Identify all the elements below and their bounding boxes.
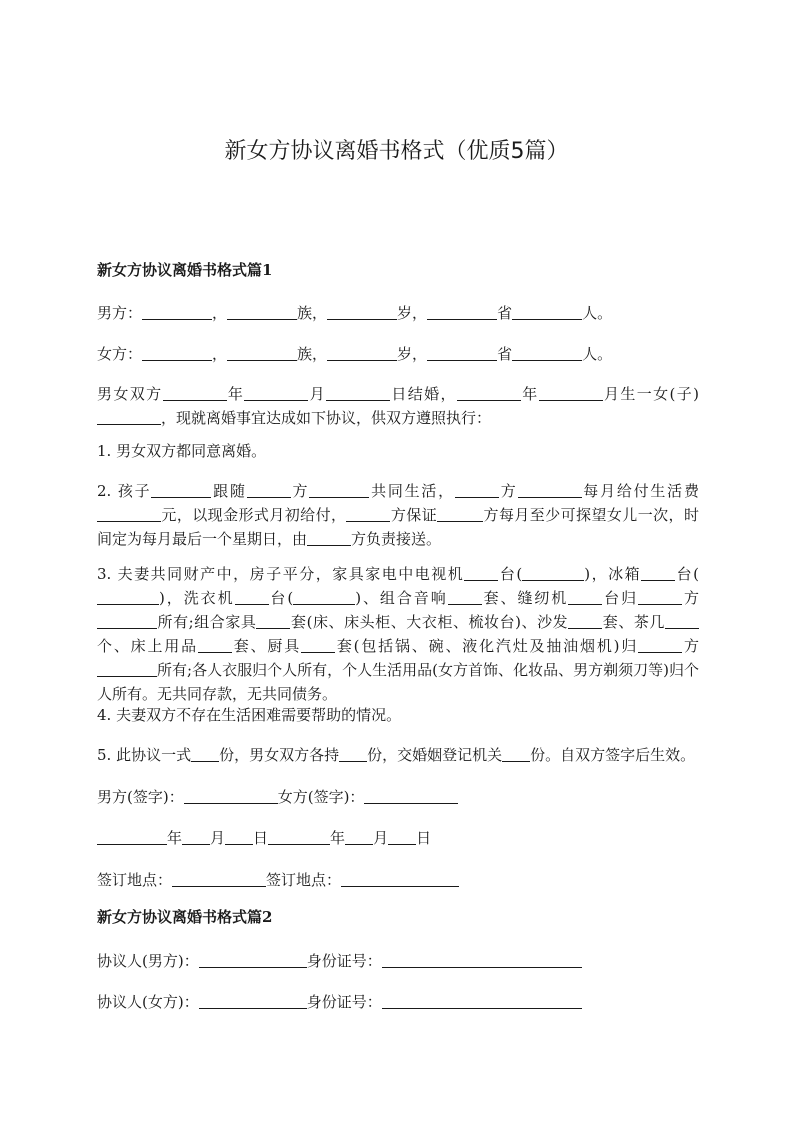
blank [382, 952, 582, 968]
blank [293, 589, 355, 605]
text: 岁， [397, 304, 428, 322]
blank [163, 385, 227, 401]
item-4: 4. 夫妻双方不存在生活困难需要帮助的情况。 [97, 706, 402, 724]
blank [227, 345, 297, 361]
date-line [97, 828, 696, 848]
text: ，现就离婚事宜达成如下协议，供双方遵照执行： [161, 409, 492, 427]
text: 2. 孩子 [97, 482, 152, 500]
blank [97, 409, 161, 425]
text: 所有;组合家具 [157, 613, 257, 631]
text: 人。 [582, 345, 613, 363]
text: 协议人(男方)： [97, 952, 199, 970]
text: 签订地点： [266, 871, 342, 889]
text: 岁， [397, 345, 428, 363]
text: 套(床、床头柜、大衣柜、梳妆台)、沙发 [290, 613, 569, 631]
blank [522, 565, 584, 581]
blank [227, 304, 297, 320]
blank [97, 589, 159, 605]
text: 年 [167, 829, 183, 847]
blank [244, 385, 308, 401]
blank [464, 565, 498, 581]
text: ， [212, 345, 228, 363]
text: 月生一女(子) [602, 385, 699, 403]
blank [198, 637, 232, 653]
text: 跟随 [211, 482, 247, 500]
blank [345, 829, 373, 845]
party-man-line [97, 951, 696, 971]
text: 省 [497, 345, 513, 363]
text: 套、茶几 [602, 613, 665, 631]
woman-info-line [97, 344, 696, 364]
blank [247, 482, 291, 498]
blank [172, 871, 266, 887]
text: )，冰箱 [584, 565, 642, 583]
blank [97, 661, 157, 677]
text: 女方： [97, 345, 143, 363]
blank [326, 385, 390, 401]
text: 台( [675, 565, 699, 583]
text: 身份证号： [306, 993, 382, 1011]
blank [199, 993, 307, 1009]
blank [327, 345, 397, 361]
blank [382, 993, 582, 1009]
text: 族， [297, 304, 328, 322]
text: 台归 [602, 589, 639, 607]
blank [665, 613, 699, 629]
text: 所有;各人衣服归个人所有，个人生活用品(女方首饰、化妆品、男方剃须刀等)归个人所有。无共同存款，无共同债务。 [97, 661, 699, 703]
text: 月 [210, 829, 226, 847]
text: 月 [308, 385, 326, 403]
blank [151, 482, 211, 498]
text: 5. 此协议一式 [97, 746, 192, 764]
blank [341, 871, 459, 887]
blank [539, 385, 603, 401]
place-line [97, 870, 696, 890]
text: 份，交婚姻登记机关 [367, 746, 503, 764]
section-heading-1: 新女方协议离婚书格式篇1 [97, 261, 273, 279]
text: 日 [253, 829, 269, 847]
blank [427, 345, 497, 361]
text: 套、厨具 [231, 637, 302, 655]
blank [309, 482, 369, 498]
text: 男方(签字)： [97, 788, 184, 806]
text: 人。 [582, 304, 613, 322]
text: 日结婚， [390, 385, 457, 403]
signature-blank-man [184, 788, 278, 804]
blank [638, 637, 682, 653]
party-woman-line [97, 992, 696, 1012]
blank [256, 613, 290, 629]
signature-blank-woman [364, 788, 458, 804]
text: 方负责接送。 [351, 530, 442, 548]
blank [142, 304, 212, 320]
blank [235, 589, 269, 605]
text: 男方： [97, 304, 143, 322]
blank [455, 482, 499, 498]
text: 族， [297, 345, 328, 363]
text: 方每月至少可探望女儿一次，时间定为每月最后一个星期日，由 [97, 506, 699, 548]
text: 每月给付生活费 [581, 482, 699, 500]
text: 套(包括锅、碗、液化汽灶及抽油烟机)归 [335, 637, 639, 655]
item-2-paragraph [97, 479, 699, 551]
blank [388, 829, 416, 845]
text: 月 [373, 829, 389, 847]
blank [437, 506, 483, 522]
text: )、组合音响 [355, 589, 448, 607]
blank [518, 482, 582, 498]
blank [568, 613, 602, 629]
text: 份。自双方签字后生效。 [530, 746, 696, 764]
blank [457, 385, 521, 401]
blank [512, 304, 582, 320]
text: 方保证 [390, 506, 438, 524]
blank [97, 829, 167, 845]
blank [638, 589, 682, 605]
text: 日 [416, 829, 432, 847]
blank [307, 530, 351, 546]
blank [641, 565, 675, 581]
text: 方 [290, 482, 310, 500]
blank [346, 506, 390, 522]
text: 3. 夫妻共同财产中，房子平分，家具家电中电视机 [97, 565, 465, 583]
marriage-paragraph [97, 382, 699, 430]
text: ， [212, 304, 228, 322]
blank [301, 637, 335, 653]
blank [142, 345, 212, 361]
text: )，洗衣机 [159, 589, 235, 607]
text: 台( [498, 565, 523, 583]
text: 签订地点： [97, 871, 173, 889]
blank [448, 589, 482, 605]
blank [97, 613, 157, 629]
blank [502, 746, 530, 762]
blank [512, 345, 582, 361]
text: 台( [268, 589, 294, 607]
item-1: 1. 男女双方都同意离婚。 [97, 442, 267, 460]
blank [339, 746, 367, 762]
blank [199, 952, 307, 968]
blank [327, 304, 397, 320]
blank [191, 746, 219, 762]
text: 共同生活， [369, 482, 455, 500]
man-info-line [97, 303, 696, 323]
item-5-line [97, 745, 696, 765]
text: 男女双方 [97, 385, 163, 403]
text: 方 [682, 637, 699, 655]
document-title: 新女方协议离婚书格式（优质5篇） [224, 139, 569, 164]
text: 身份证号： [306, 952, 382, 970]
text: 省 [497, 304, 513, 322]
item-3-paragraph [97, 562, 699, 706]
blank [427, 304, 497, 320]
blank [568, 589, 602, 605]
blank [225, 829, 253, 845]
signature-line [97, 787, 696, 807]
text: 元，以现金形式月初给付， [161, 506, 347, 524]
text: 个、床上用品 [97, 637, 198, 655]
text: 方 [682, 589, 699, 607]
blank [268, 829, 330, 845]
text: 年 [330, 829, 346, 847]
section-heading-2: 新女方协议离婚书格式篇2 [97, 908, 273, 926]
text: 年 [520, 385, 539, 403]
text: 份，男女双方各持 [219, 746, 340, 764]
text: 协议人(女方)： [97, 993, 199, 1011]
text: 方 [498, 482, 518, 500]
text: 女方(签字)： [277, 788, 365, 806]
text: 年 [226, 385, 245, 403]
text: 套、缝纫机 [481, 589, 569, 607]
blank [97, 506, 161, 522]
blank [182, 829, 210, 845]
